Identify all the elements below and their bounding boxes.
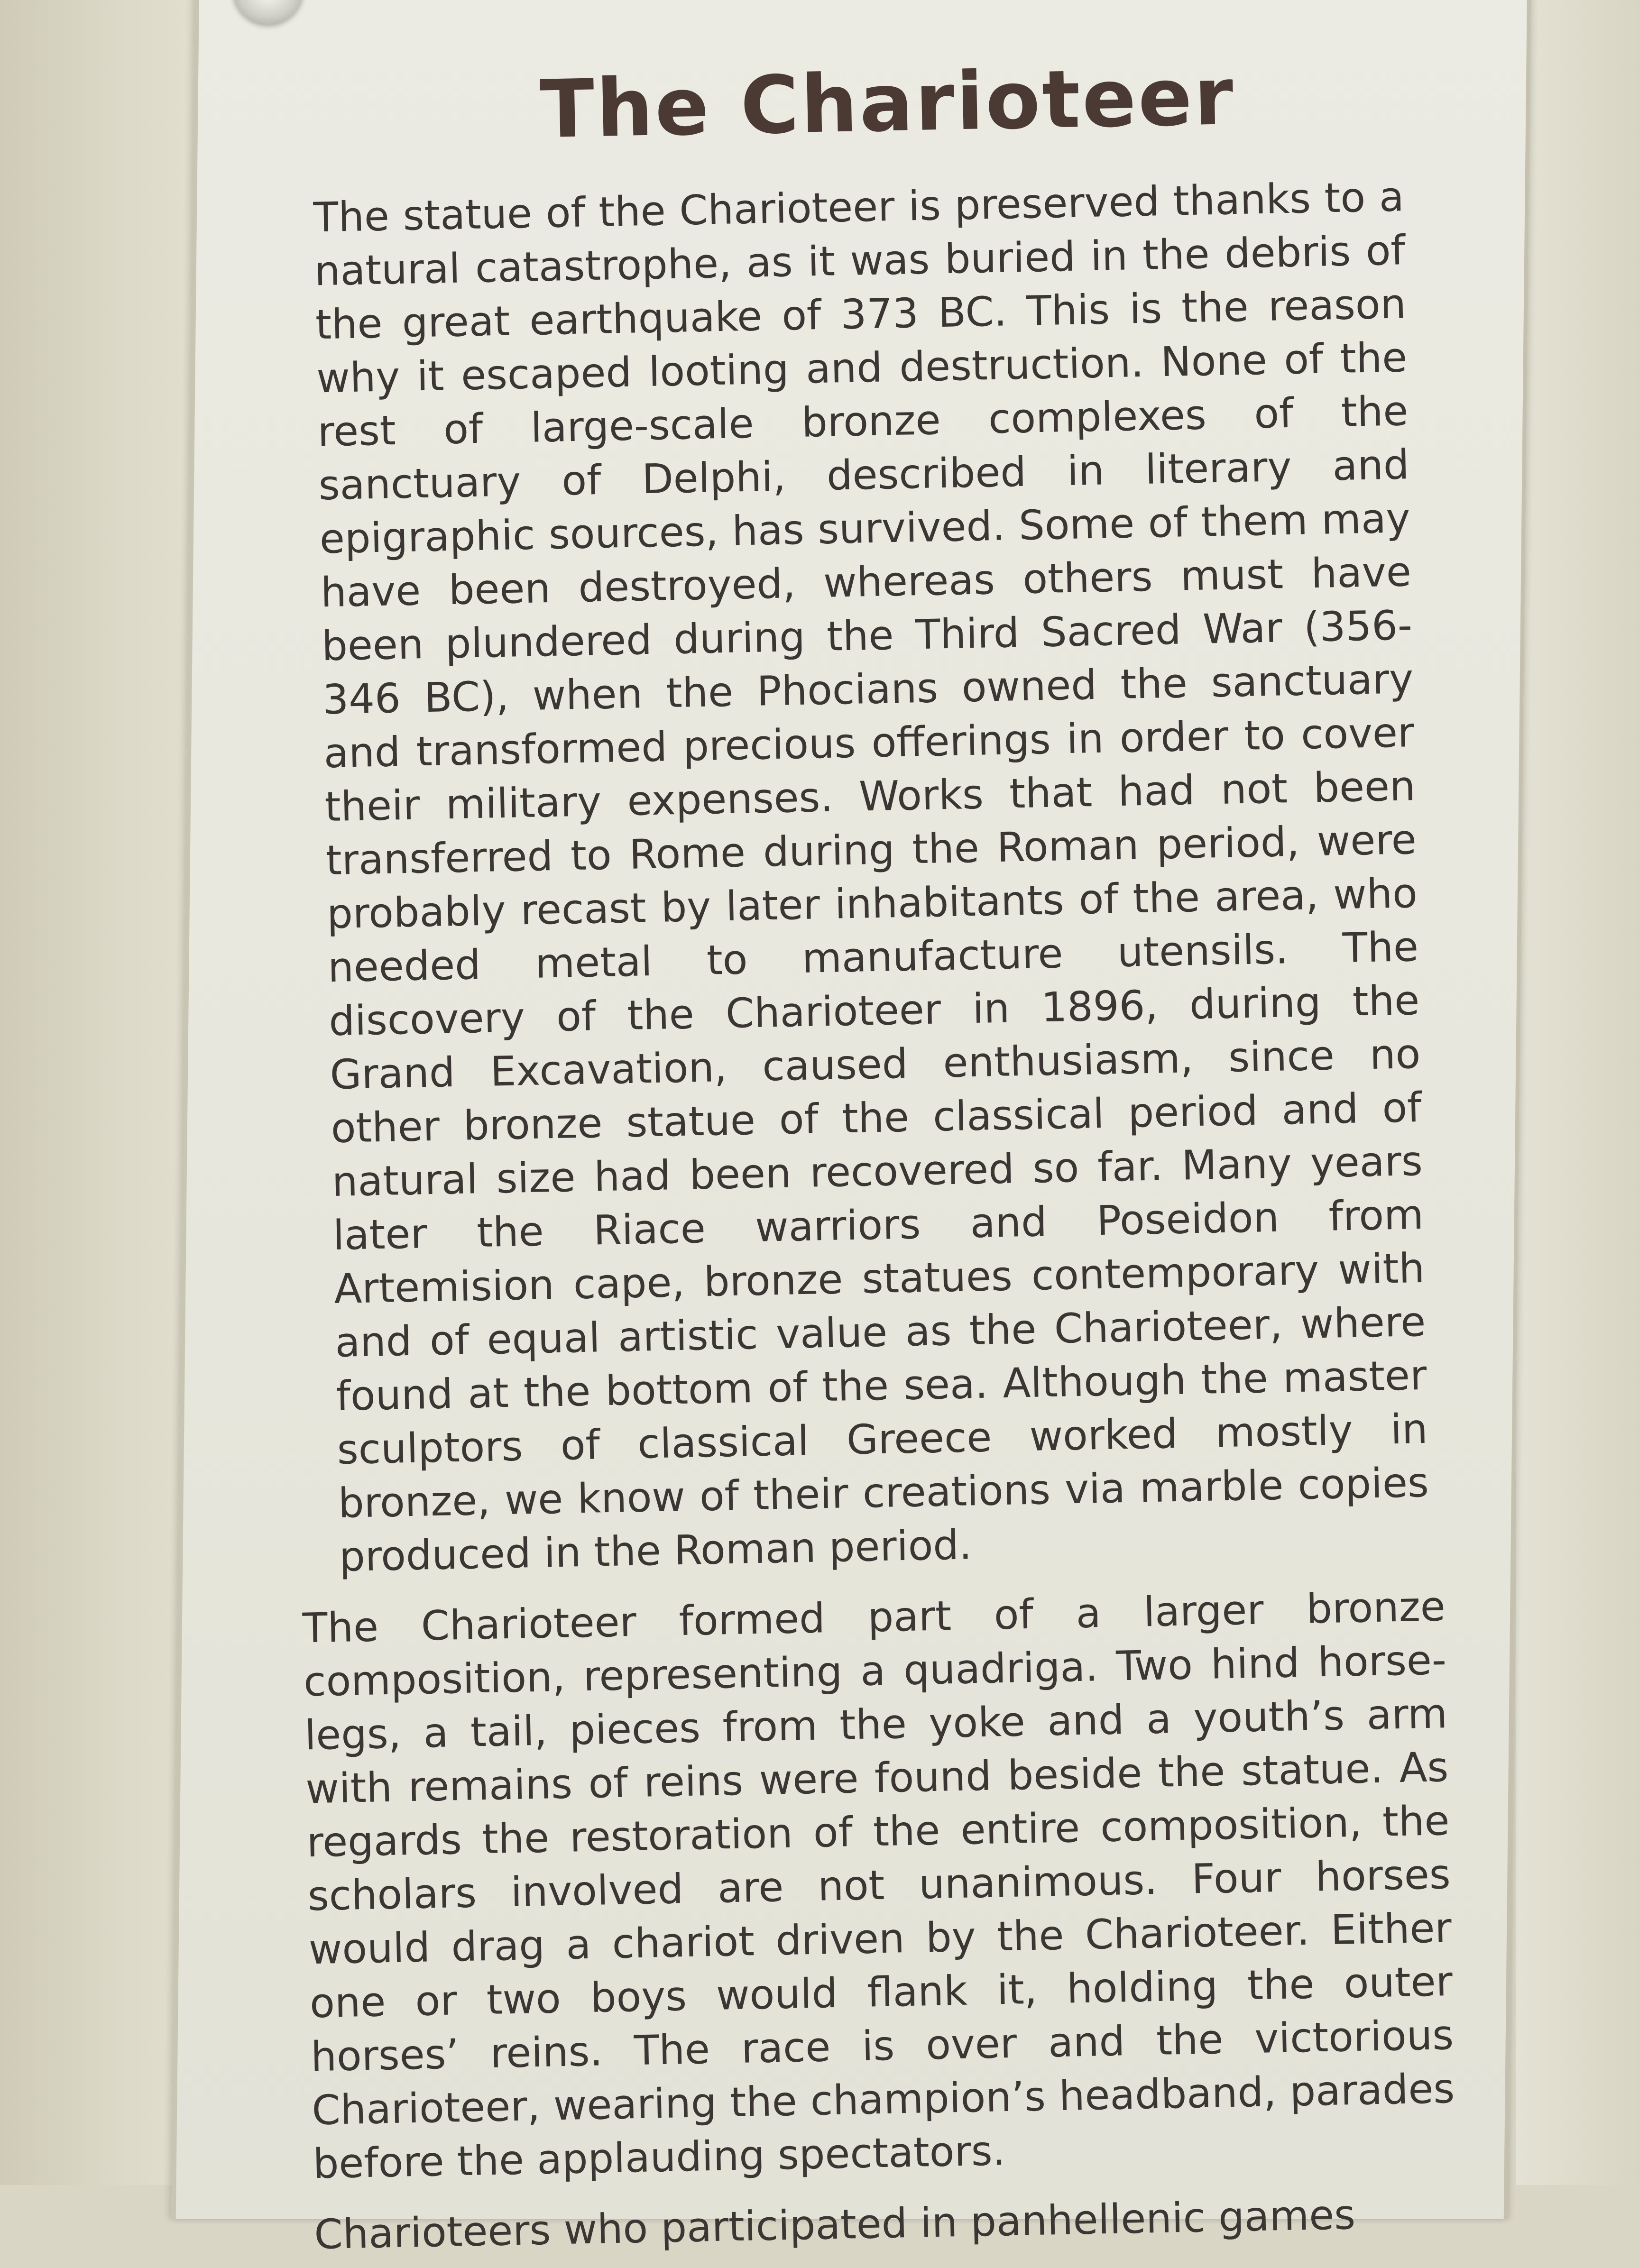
panel-title: The Charioteer [539,50,1236,156]
paragraph-3: Charioteers who participated in panhellenic games [313,2191,1356,2259]
paragraph-2: The Charioteer formed part of a larger bronze composition, representing a quadriga. Two hind horse-legs, a tail, pieces from the yoke and a youth’s arm with remains of reins were found beside the statue. As regards the restoration of the entire composition, the scholars involved are not unanimous. Four horses would drag a chariot driven by the Charioteer. Either one or two boys would flank it, holding the outer horses’ reins. The race is over and the victorious Charioteer, wearing the champion’s headband, parades before the applauding spectators. [302,1582,1455,2188]
paragraph-1: The statue of the Charioteer is preserved thanks to a natural catastrophe, as it was buried in the debris of the great earthquake of 373 BC. This is the reason why it escaped looting and destruction. None of the rest of large-scale bronze complexes of the sanctuary of Delphi, described in literary and epigraphic sources, has survived. Some of them may have been destroyed, whereas others must have been plundered during the Third Sacred War (356-346 BC), when the Phocians owned the sanctuary and transformed precious offerings in order to cover their military expenses. Works that had not been transferred to Rome during the Roman period, were probably recast by later inhabitants of the area, who needed metal to manufacture utensils. The discovery of the Charioteer in 1896, during the Grand Excavation, caused enthusiasm, since no other bronze statue of the classical period and of natural size had been recovered so far. Many years later the Riace warriors and Poseidon from Artemision cape, bronze statues contemporary with and of equal artistic value as the Charioteer, where found at the bottom of the sea. Although the master sculptors of classical Greece worked mostly in bronze, we know of their creations via marble copies produced in the Roman period. [313,173,1429,1581]
wall-right [1516,0,1639,2185]
panel-content [273,49,1458,2268]
wall-left [0,0,199,2185]
